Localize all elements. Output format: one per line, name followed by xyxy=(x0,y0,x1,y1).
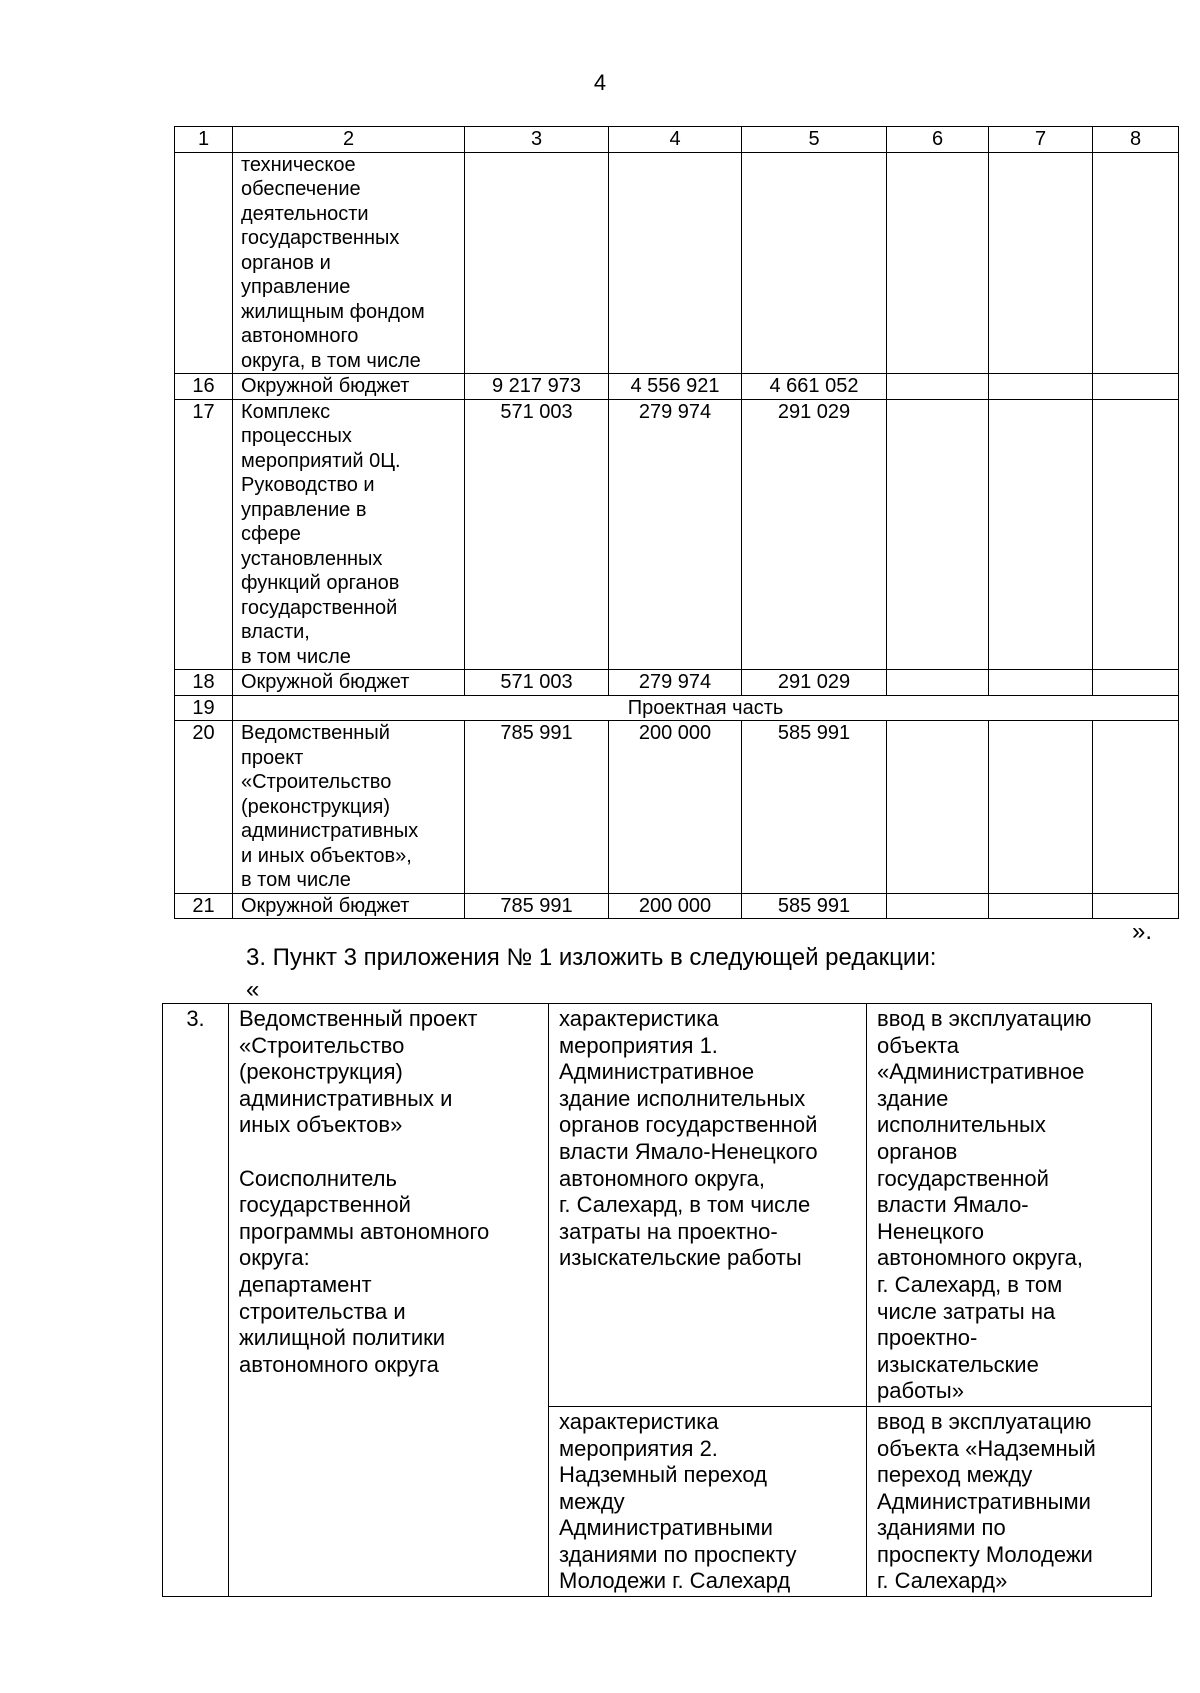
row-number xyxy=(175,152,233,374)
cell-value: 279 974 xyxy=(609,670,742,696)
column-header: 1 xyxy=(175,127,233,153)
cell-empty xyxy=(989,670,1093,696)
cell-value: 200 000 xyxy=(609,721,742,894)
project-table xyxy=(162,1003,1152,1597)
row-number: 19 xyxy=(175,695,233,721)
activity-characteristic: характеристика мероприятия 2. Надземный переход между Административными зданиями по проспекту Молодежи г. Салехард xyxy=(549,1406,867,1596)
section-row xyxy=(175,695,1179,721)
cell-empty xyxy=(989,893,1093,919)
column-header: 7 xyxy=(989,127,1093,153)
row-name: Окружной бюджет xyxy=(233,670,465,696)
row-name: Ведомственный проект «Строительство (реконструкция) административных и иных объектов», в том числе xyxy=(233,721,465,894)
table-row xyxy=(175,399,1179,670)
cell-value: 4 661 052 xyxy=(742,374,887,400)
row-number: 21 xyxy=(175,893,233,919)
item-number: 3. xyxy=(163,1004,229,1597)
page-number: 4 xyxy=(593,70,607,95)
cell-empty xyxy=(887,152,989,374)
row-name: Окружной бюджет xyxy=(233,374,465,400)
row-name: Комплекс процессных мероприятий 0Ц. Руководство и управление в сфере установленных функций органов государственной власти, в том числе xyxy=(233,399,465,670)
column-header: 4 xyxy=(609,127,742,153)
cell-total: 785 991 xyxy=(465,721,609,894)
budget-table xyxy=(174,126,1179,919)
activity-result: ввод в эксплуатацию объекта «Административное здание исполнительных органов государственной власти Ямало- Ненецкого автономного округа, г. Салехард, в том числе затраты на проектно- изыскательские работы» xyxy=(867,1004,1152,1407)
cell-empty xyxy=(887,399,989,670)
table-row xyxy=(175,152,1179,374)
cell-total xyxy=(465,152,609,374)
row-number: 20 xyxy=(175,721,233,894)
table-row xyxy=(175,721,1179,894)
column-header: 6 xyxy=(887,127,989,153)
cell-empty xyxy=(989,152,1093,374)
column-header: 8 xyxy=(1093,127,1179,153)
cell-value: 291 029 xyxy=(742,399,887,670)
cell-empty xyxy=(887,721,989,894)
cell-empty xyxy=(887,670,989,696)
table-row xyxy=(175,374,1179,400)
table-row xyxy=(163,1004,1152,1407)
cell-empty xyxy=(1093,670,1179,696)
column-header: 2 xyxy=(233,127,465,153)
cell-empty xyxy=(1093,721,1179,894)
column-header: 5 xyxy=(742,127,887,153)
cell-value xyxy=(609,152,742,374)
cell-value: 585 991 xyxy=(742,721,887,894)
cell-empty xyxy=(989,374,1093,400)
cell-value: 585 991 xyxy=(742,893,887,919)
row-name: Окружной бюджет xyxy=(233,893,465,919)
cell-value xyxy=(742,152,887,374)
table-header-row xyxy=(175,127,1179,153)
row-number: 16 xyxy=(175,374,233,400)
table-row xyxy=(175,670,1179,696)
section-title: Проектная часть xyxy=(233,695,1179,721)
cell-empty xyxy=(887,893,989,919)
cell-empty xyxy=(1093,152,1179,374)
cell-empty xyxy=(989,399,1093,670)
cell-value: 291 029 xyxy=(742,670,887,696)
table-row xyxy=(175,893,1179,919)
cell-total: 785 991 xyxy=(465,893,609,919)
cell-value: 279 974 xyxy=(609,399,742,670)
column-header: 3 xyxy=(465,127,609,153)
activity-result: ввод в эксплуатацию объекта «Надземный переход между Административными зданиями по проспекту Молодежи г. Салехард» xyxy=(867,1406,1152,1596)
project-description: Ведомственный проект «Строительство (реконструкция) административных и иных объектов» Соисполнитель государственной программы автономного округа: департамент строительства и жилищной политики автономного округа xyxy=(229,1004,549,1597)
row-number: 17 xyxy=(175,399,233,670)
row-number: 18 xyxy=(175,670,233,696)
cell-value: 4 556 921 xyxy=(609,374,742,400)
instruction-text: 3. Пункт 3 приложения № 1 изложить в следующей редакции: xyxy=(246,944,937,971)
cell-empty xyxy=(887,374,989,400)
cell-total: 571 003 xyxy=(465,399,609,670)
cell-empty xyxy=(1093,399,1179,670)
cell-value: 200 000 xyxy=(609,893,742,919)
cell-empty xyxy=(1093,893,1179,919)
cell-total: 571 003 xyxy=(465,670,609,696)
opening-quote: « xyxy=(246,976,260,1003)
cell-empty xyxy=(1093,374,1179,400)
cell-empty xyxy=(989,721,1093,894)
cell-total: 9 217 973 xyxy=(465,374,609,400)
row-name: техническое обеспечение деятельности государственных органов и управление жилищным фондом автономного округа, в том числе xyxy=(233,152,465,374)
closing-quote: ». xyxy=(1132,918,1153,945)
activity-characteristic: характеристика мероприятия 1. Административное здание исполнительных органов государственной власти Ямало-Ненецкого автономного округа, г. Салехард, в том числе затраты на проектно- изыскательские работы xyxy=(549,1004,867,1407)
